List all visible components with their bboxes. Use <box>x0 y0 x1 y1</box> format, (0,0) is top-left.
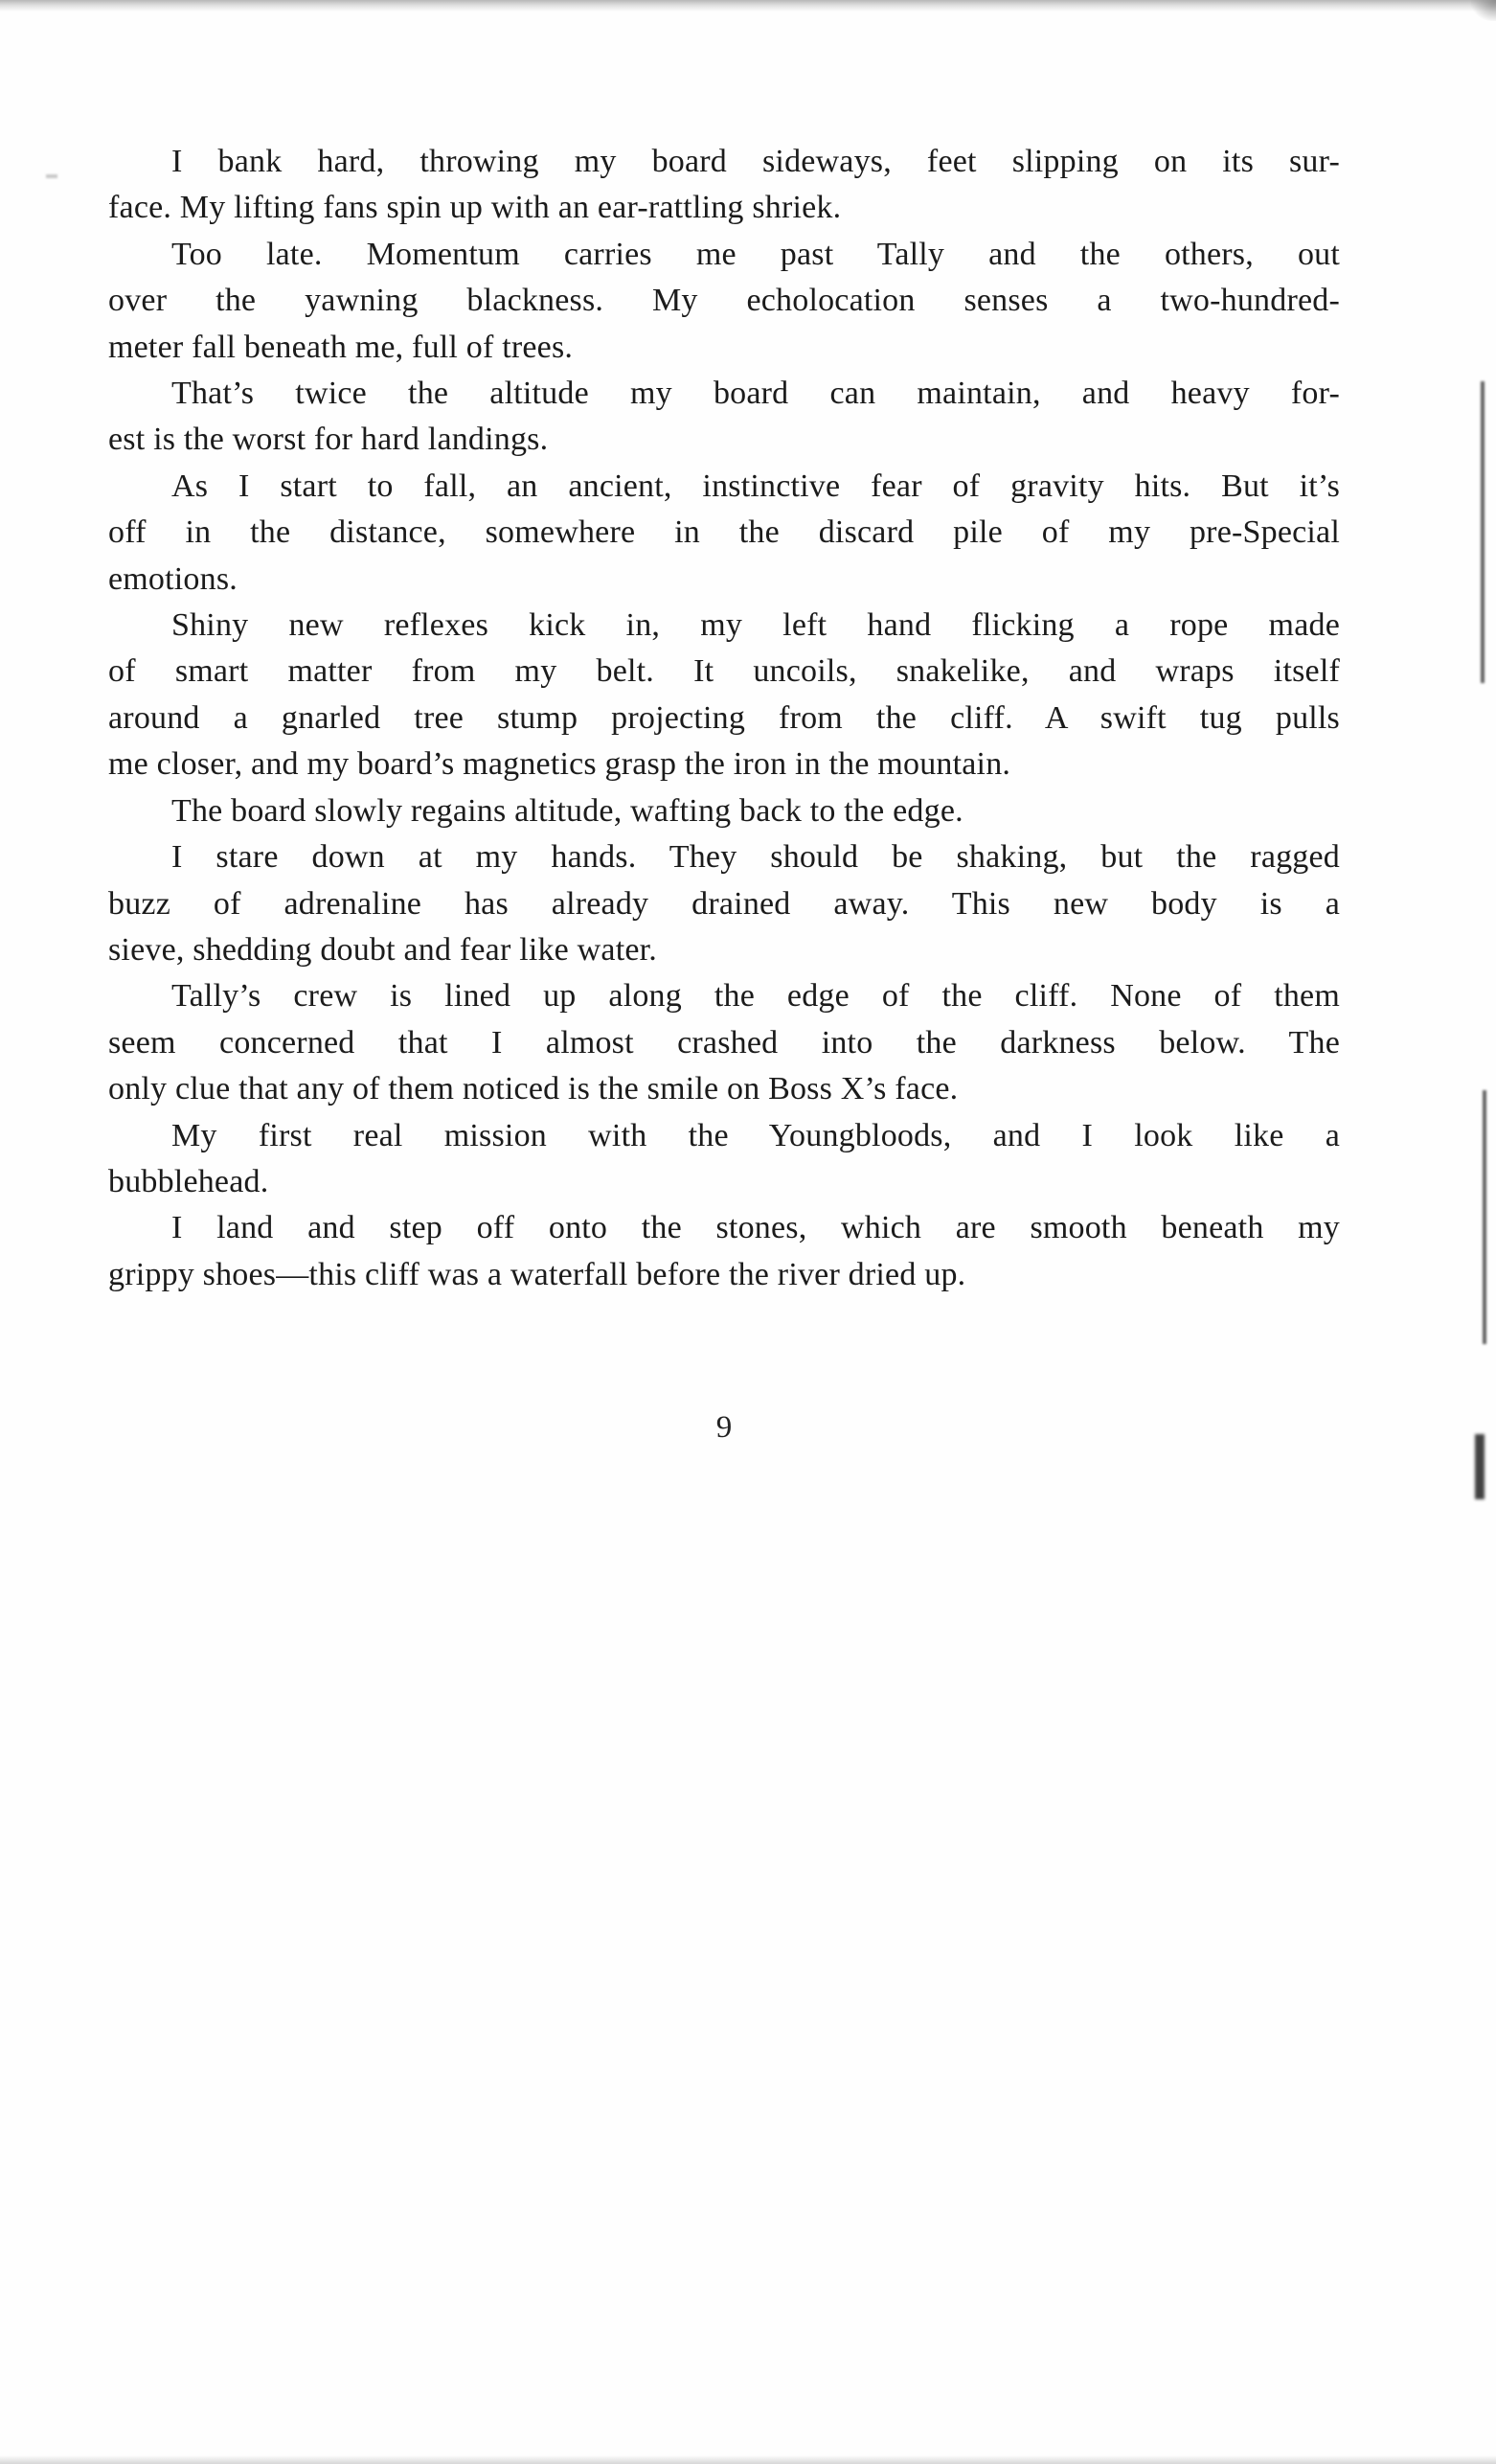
text-line: Too late. Momentum carries me past Tally and the others, out <box>171 236 1340 272</box>
text-line: sieve, shedding doubt and fear like water. <box>108 931 658 968</box>
scan-right-edge-mark <box>1475 1434 1485 1499</box>
text-line: grippy shoes—this cliff was a waterfall before the river dried up. <box>108 1256 966 1292</box>
text-line: buzz of adrenaline has already drained away. This new body is a <box>108 885 1340 922</box>
text-line: est is the worst for hard landings. <box>108 422 549 458</box>
text-line: emotions. <box>108 560 238 597</box>
text-line: Tally’s crew is lined up along the edge of the cliff. None of them <box>171 978 1340 1015</box>
text-line: only clue that any of them noticed is the smile on Boss X’s face. <box>108 1071 959 1107</box>
scan-edge-bottom-shadow <box>0 2455 1496 2464</box>
scan-corner-top-right-shadow <box>1471 0 1496 21</box>
page-number: 9 <box>715 1410 733 1445</box>
text-line: over the yawning blackness. My echolocation senses a two-hundred- <box>108 283 1340 319</box>
text-line: seem concerned that I almost crashed into the darkness below. The <box>108 1024 1340 1061</box>
scan-edge-top-shadow <box>0 0 1496 11</box>
text-line: I bank hard, throwing my board sideways, feet slipping on its sur- <box>171 144 1340 179</box>
text-line: I stare down at my hands. They should be shaking, but the ragged <box>171 839 1340 876</box>
text-line: around a gnarled tree stump projecting from the cliff. A swift tug pulls <box>108 699 1340 736</box>
text-line: me closer, and my board’s magnetics grasp the iron in the mountain. <box>108 746 1011 783</box>
scan-right-edge-mark <box>1483 1090 1486 1344</box>
text-line: off in the distance, somewhere in the discard pile of my pre-Special <box>108 514 1340 551</box>
text-line: As I start to fall, an ancient, instinctive fear of gravity hits. But it’s <box>171 468 1340 504</box>
text-line: meter fall beneath me, full of trees. <box>108 329 574 365</box>
scan-left-margin-smudge <box>46 174 57 178</box>
text-line: That’s twice the altitude my board can maintain, and heavy for- <box>171 376 1340 412</box>
text-line: of smart matter from my belt. It uncoils, snakelike, and wraps itself <box>108 653 1340 690</box>
page-text <box>108 139 1340 1298</box>
text-line: Shiny new reflexes kick in, my left hand flicking a rope made <box>171 607 1340 644</box>
text-line: I land and step off onto the stones, which are smooth beneath my <box>171 1210 1340 1246</box>
text-line: The board slowly regains altitude, wafting back to the edge. <box>171 792 963 829</box>
text-line: face. My lifting fans spin up with an ear-rattling shriek. <box>108 190 842 226</box>
scan-right-edge-mark <box>1481 381 1485 683</box>
text-line: My first real mission with the Youngbloods, and I look like a <box>171 1117 1340 1153</box>
text-line: bubblehead. <box>108 1163 269 1199</box>
